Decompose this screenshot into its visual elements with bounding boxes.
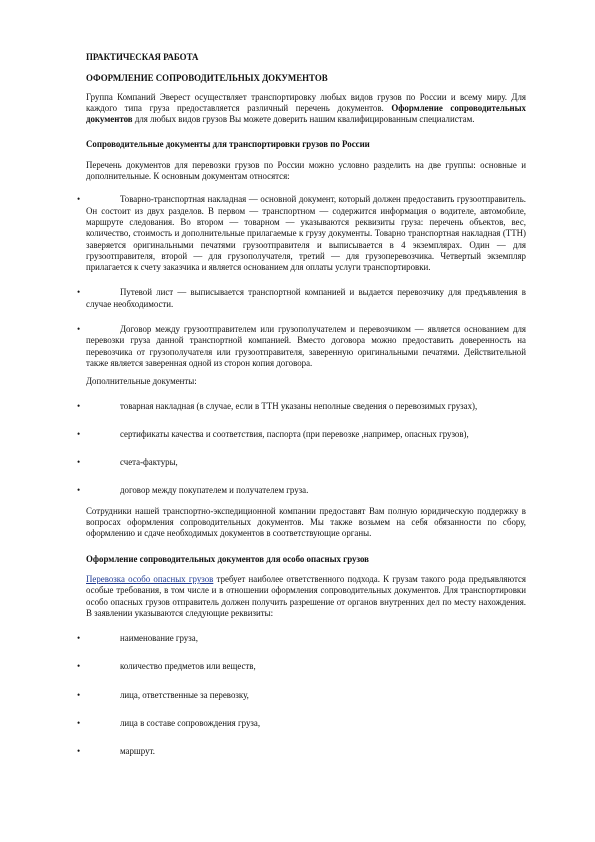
bullet-icon: •: [77, 633, 81, 644]
list-item: [77, 746, 526, 757]
list-item-text: товарная накладная (в случае, если в ТТН указаны неполные сведения о перевозимых грузах),: [120, 400, 478, 411]
list-item: [77, 633, 526, 644]
list-item: [77, 287, 526, 310]
section-title-dangerous: Оформление сопроводительных документов для особо опасных грузов: [86, 553, 369, 564]
list-item-text: счета-фактуры,: [120, 457, 178, 468]
dangerous-text: требует наиболее ответственного подхода. К грузам такого рода предъявляются особые требования, в том числе и в отношении оформления сопроводительных документов. Для транспортировки особо опасных грузов отправитель должен получить разрешение от органов внутренних дел по месту нахождения. В заявлении указываются следующие реквизиты:: [86, 573, 526, 618]
list-item-text: Товарно-транспортная накладная — основной документ, который должен предоставить грузоотправитель. Он состоит из двух разделов. В первом — транспортном — содержится информация о водителе, автомобиле, маршруте следования. Во втором — товарном — указываются реквизиты груза: перечень объектов, вес, количество, стоимость и дополнительные прилагаемые к грузу документы. Товарно транспортная накладная (ТТН) заверяется оригинальными печатями грузоотправителя и выписывается в 4 экземплярах. Один — для грузоотправителя, второй — для грузополучателя, третий — для грузоперевозчика. Четвертый экземпляр прилагается к счету заказчика и является основанием для оплаты услуги транспортировки.: [86, 194, 526, 273]
additional-label: Дополнительные документы:: [86, 376, 197, 387]
intro-text-1: Группа Компаний Эверест осуществляет транспортировку любых видов грузов по России и всему миру. Для каждого типа груза предоставляется различный перечень документов.: [86, 91, 526, 113]
list-item: [77, 194, 526, 273]
list-item-text: договор между покупателем и получателем груза.: [120, 485, 309, 496]
dangerous-paragraph: [86, 574, 526, 619]
list-item: [77, 428, 526, 440]
list-item-text: количество предметов или веществ,: [120, 661, 256, 672]
main-documents-list: [77, 194, 526, 369]
intro-bold: Оформление сопроводительных документов: [86, 102, 526, 125]
dangerous-goods-link[interactable]: Перевозка особо опасных грузов: [86, 573, 214, 584]
list-item-text: лица в составе сопровождения груза,: [120, 717, 261, 728]
list-item: [77, 457, 526, 468]
list-item-text: Договор между грузоотправителем или грузополучателем и перевозчиком — является основанием для перевозки груза данной транспортной компанией. Вместо договора можно предоставить доверенность на перевозчика от грузополучателя или грузоотправителя, заверенную оригинальными печатями. Действительной также является заверенная одной из сторон копия договора.: [86, 324, 526, 368]
section-intro: Перечень документов для перевозки грузов по России можно условно разделить на две группы: основные и дополнительные. К основным документам относятся:: [86, 159, 526, 182]
bullet-icon: •: [77, 287, 81, 298]
intro-text-2: для любых видов грузов Вы можете доверить нашим квалифицированным специалистам.: [132, 114, 475, 125]
page-title: ПРАКТИЧЕСКАЯ РАБОТА: [86, 52, 199, 62]
section-title-russia: Сопроводительные документы для транспортировки грузов по России: [86, 139, 370, 150]
list-item-text: маршрут.: [120, 746, 155, 757]
bullet-icon: •: [77, 689, 81, 700]
list-item: [77, 485, 526, 496]
list-item: [77, 689, 526, 701]
list-item-text: сертификаты качества и соответствия, паспорта (при перевозке ,например, опасных грузов),: [120, 428, 469, 439]
bullet-icon: •: [77, 194, 81, 205]
document-body: [77, 52, 526, 758]
closing-paragraph: Сотрудники нашей транспортно-экспедиционной компании предоставят Вам полную юридическую поддержку в вопросах оформления сопроводительных документов. Мы также возьмем на себя обязанности по сбору, оформлению и сдаче необходимых документов в соответствующие органы.: [86, 505, 526, 539]
bullet-icon: •: [77, 485, 81, 496]
bullet-icon: •: [77, 457, 81, 468]
bullet-icon: •: [77, 400, 81, 411]
bullet-icon: •: [77, 428, 81, 439]
bullet-icon: •: [77, 717, 81, 728]
bullet-icon: •: [77, 324, 81, 335]
list-item-text: Путевой лист — выписывается транспортной компанией и выдается перевозчику для предъявления в случае необходимости.: [86, 287, 526, 309]
list-item-text: наименование груза,: [120, 633, 198, 644]
list-item: [77, 324, 526, 369]
intro-paragraph: [86, 92, 526, 126]
additional-documents-list: [77, 400, 526, 497]
list-item: [77, 661, 526, 672]
requisites-list: [77, 633, 526, 757]
bullet-icon: •: [77, 746, 81, 757]
list-item: [77, 400, 526, 412]
list-item-text: лица, ответственные за перевозку,: [120, 689, 249, 700]
document-title: ОФОРМЛЕНИЕ СОПРОВОДИТЕЛЬНЫХ ДОКУМЕНТОВ: [86, 73, 328, 84]
bullet-icon: •: [77, 661, 81, 672]
list-item: [77, 717, 526, 729]
